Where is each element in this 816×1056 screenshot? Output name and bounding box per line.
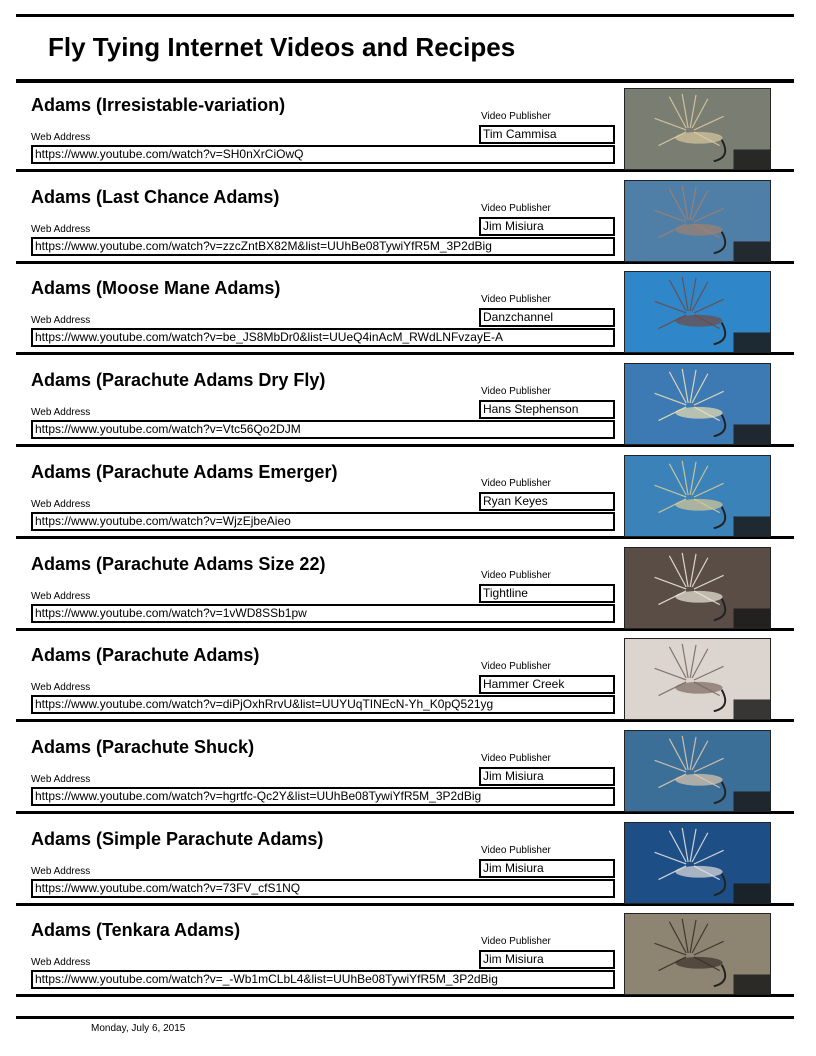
- fly-image: [625, 272, 770, 352]
- dry-fly-thumbnail[interactable]: [624, 638, 771, 720]
- dry-fly-thumbnail[interactable]: [624, 180, 771, 262]
- web-address-label: Web Address: [31, 407, 91, 419]
- video-publisher-label: Video Publisher: [481, 477, 551, 489]
- record-title: Adams (Parachute Shuck): [31, 736, 255, 757]
- web-address-label: Web Address: [31, 223, 91, 235]
- web-address-label: Web Address: [31, 132, 91, 143]
- video-publisher-field[interactable]: Jim Misiura: [479, 767, 615, 786]
- web-address-label: Web Address: [31, 682, 91, 694]
- fly-record: [16, 176, 794, 264]
- dry-fly-thumbnail[interactable]: [624, 455, 771, 537]
- video-publisher-field[interactable]: Hans Stephenson: [479, 400, 615, 419]
- web-address-field[interactable]: https://www.youtube.com/watch?v=1vWD8SSb1pw: [31, 604, 615, 623]
- dry-fly-thumbnail[interactable]: [624, 363, 771, 445]
- video-publisher-field[interactable]: Jim Misiura: [479, 217, 615, 236]
- fly-record: [16, 818, 794, 906]
- fly-record: [16, 634, 794, 722]
- fly-image: [625, 731, 770, 811]
- web-address-field[interactable]: https://www.youtube.com/watch?v=73FV_cfS1NQ: [31, 879, 615, 898]
- video-publisher-field[interactable]: Jim Misiura: [479, 859, 615, 878]
- video-publisher-label: Video Publisher: [481, 844, 551, 856]
- video-publisher-label: Video Publisher: [481, 569, 551, 581]
- web-address-field[interactable]: https://www.youtube.com/watch?v=SH0nXrCiOwQ: [31, 145, 615, 164]
- fly-record: [16, 909, 794, 997]
- dry-fly-thumbnail[interactable]: [624, 822, 771, 904]
- record-title: Adams (Parachute Adams Dry Fly): [31, 370, 326, 391]
- fly-image: [625, 181, 770, 261]
- video-publisher-label: Video Publisher: [481, 661, 551, 673]
- record-title: Adams (Parachute Adams Size 22): [31, 553, 326, 574]
- web-address-label: Web Address: [31, 773, 91, 785]
- video-publisher-label: Video Publisher: [481, 936, 551, 948]
- record-title: Adams (Parachute Adams Emerger): [31, 461, 338, 482]
- fly-image: [625, 548, 770, 628]
- fly-image: [625, 639, 770, 719]
- header-rule: [16, 79, 794, 83]
- fly-record: [16, 726, 794, 814]
- web-address-field[interactable]: https://www.youtube.com/watch?v=_-Wb1mCLbL4&list=UUhBe08TywiYfR5M_3P2dBig: [31, 970, 615, 989]
- fly-image: [625, 914, 770, 994]
- video-publisher-field[interactable]: Ryan Keyes: [479, 492, 615, 511]
- page-title: Fly Tying Internet Videos and Recipes: [48, 32, 516, 62]
- web-address-label: Web Address: [31, 590, 91, 602]
- dry-fly-thumbnail[interactable]: [624, 88, 771, 170]
- fly-record: [16, 451, 794, 539]
- web-address-label: Web Address: [31, 315, 91, 327]
- fly-record: [16, 359, 794, 447]
- video-publisher-field[interactable]: Tim Cammisa: [479, 125, 615, 144]
- video-publisher-label: Video Publisher: [481, 202, 551, 214]
- record-title: Adams (Parachute Adams): [31, 645, 260, 666]
- fly-record: [16, 543, 794, 631]
- video-publisher-field[interactable]: Tightline: [479, 584, 615, 603]
- video-publisher-field[interactable]: Danzchannel: [479, 308, 615, 327]
- footer-rule: [16, 1016, 794, 1019]
- footer-date: Monday, July 6, 2015: [91, 1023, 186, 1034]
- video-publisher-field[interactable]: Jim Misiura: [479, 950, 615, 969]
- web-address-label: Web Address: [31, 957, 91, 969]
- video-publisher-label: Video Publisher: [481, 386, 551, 398]
- video-publisher-label: Video Publisher: [481, 294, 551, 306]
- record-title: Adams (Irresistable-variation): [31, 95, 286, 115]
- fly-image: [625, 456, 770, 536]
- dry-fly-thumbnail[interactable]: [624, 547, 771, 629]
- fly-record: [16, 84, 794, 172]
- video-publisher-label: Video Publisher: [481, 752, 551, 764]
- video-publisher-label: Video Publisher: [481, 111, 551, 122]
- fly-image: [625, 823, 770, 903]
- fly-image: [625, 364, 770, 444]
- fly-record: [16, 267, 794, 355]
- dry-fly-thumbnail[interactable]: [624, 271, 771, 353]
- record-title: Adams (Moose Mane Adams): [31, 278, 281, 299]
- web-address-label: Web Address: [31, 865, 91, 877]
- web-address-label: Web Address: [31, 498, 91, 510]
- video-publisher-field[interactable]: Hammer Creek: [479, 675, 615, 694]
- record-title: Adams (Tenkara Adams): [31, 920, 241, 941]
- record-title: Adams (Last Chance Adams): [31, 186, 280, 207]
- top-rule: [16, 14, 794, 17]
- web-address-field[interactable]: https://www.youtube.com/watch?v=WjzEjbeAieo: [31, 512, 615, 531]
- web-address-field[interactable]: https://www.youtube.com/watch?v=zzcZntBX82M&list=UUhBe08TywiYfR5M_3P2dBig: [31, 237, 615, 256]
- dry-fly-thumbnail[interactable]: [624, 913, 771, 995]
- record-title: Adams (Simple Parachute Adams): [31, 828, 324, 849]
- web-address-field[interactable]: https://www.youtube.com/watch?v=Vtc56Qo2DJM: [31, 420, 615, 439]
- web-address-field[interactable]: https://www.youtube.com/watch?v=hgrtfc-Qc2Y&list=UUhBe08TywiYfR5M_3P2dBig: [31, 787, 615, 806]
- web-address-field[interactable]: https://www.youtube.com/watch?v=diPjOxhRrvU&list=UUYUqTINEcN-Yh_K0pQ521yg: [31, 695, 615, 714]
- fly-image: [625, 89, 770, 169]
- dry-fly-thumbnail[interactable]: [624, 730, 771, 812]
- web-address-field[interactable]: https://www.youtube.com/watch?v=be_JS8MbDr0&list=UUeQ4inAcM_RWdLNFvzayE-A: [31, 328, 615, 347]
